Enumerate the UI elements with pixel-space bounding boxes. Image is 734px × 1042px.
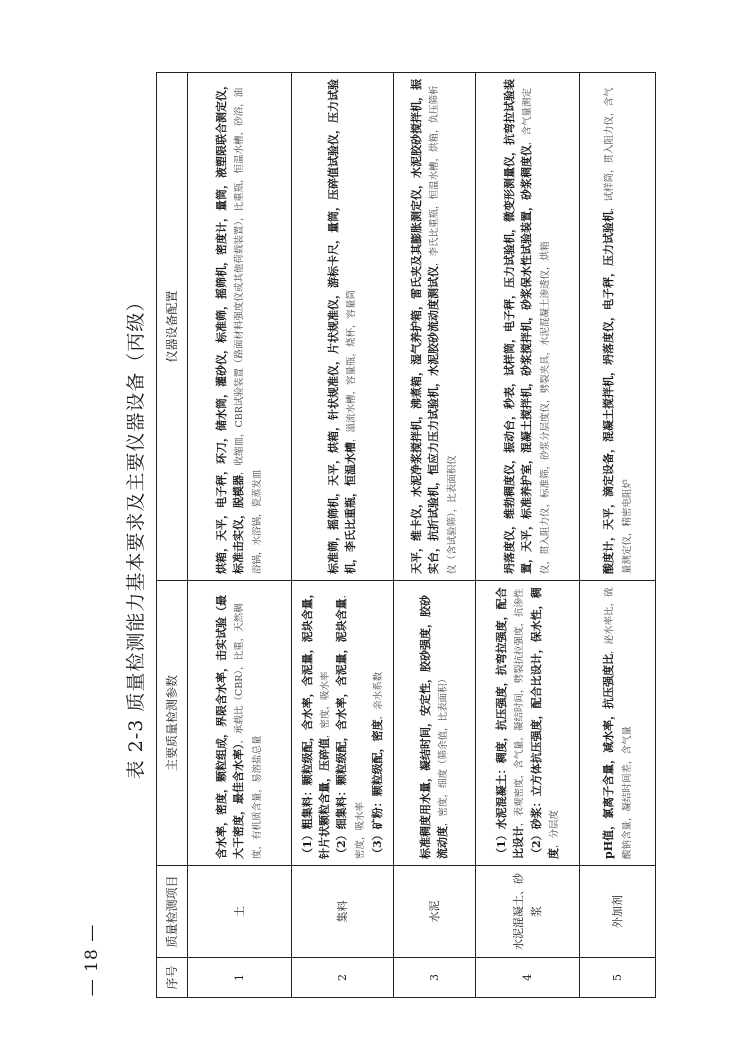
equipment-list <box>476 73 580 581</box>
requirements-table <box>156 72 656 998</box>
rotated-table-block <box>112 73 652 998</box>
bold-text: 酸度计，天平，滴定设备，混凝土搅拌机，坍落度仪，电子秤，压力试验机 <box>601 211 615 574</box>
header-equipment: 仪器设备配置 <box>157 73 188 581</box>
bold-text: 坍落度仪，维勃稠度仪，振动台，秒表，试样筒，电子秤，压力试验机，微变形测量仪，抗弯拉试验装置，天平，标准养护室，混凝土搅拌机，砂浆搅拌机，砂浆保水性试验装置，砂浆稠度仪 <box>503 79 534 574</box>
bold-text: （1）水泥混凝土：稠度，抗压强度，抗弯拉强度，配合比设计 <box>494 587 525 859</box>
normal-text: ，密度，吸水率 <box>319 671 331 738</box>
bold-text: （2）砂浆：立方体抗压强度，配合比设计，保水性，稠度 <box>529 587 560 859</box>
normal-text: ，密度，吸水率 <box>337 588 367 859</box>
cell-paragraph <box>213 587 265 859</box>
cell-paragraph <box>299 587 334 859</box>
test-item: 外加剂 <box>580 866 656 958</box>
cell-paragraph <box>600 587 635 859</box>
normal-text: ，亲水系数 <box>372 671 384 720</box>
cell-paragraph <box>408 79 460 574</box>
cell-paragraph <box>528 587 563 859</box>
bold-text: （1）粗集料：颗粒级配，含水率，含泥量，泥块含量，针片状颗粒含量，压碎值 <box>300 587 331 859</box>
test-params <box>292 581 394 866</box>
header-row <box>157 73 188 998</box>
cell-paragraph <box>213 79 265 574</box>
cell-paragraph <box>369 587 387 859</box>
test-params <box>188 581 292 866</box>
normal-text: ，溢流水槽，容量瓶，烧杯，容量筒 <box>346 289 358 442</box>
test-item: 集料 <box>292 866 394 958</box>
test-item: 土 <box>188 866 292 958</box>
header-item: 质量检测项目 <box>157 866 188 958</box>
equipment-list <box>394 73 476 581</box>
bold-text: 天平，维卡仪，水泥净浆搅拌机，沸煮箱，湿气养护箱，雷氏夹及其膨胀测定仪，水泥胶砂搅拌机，振实台，抗折试验机，恒应力压力试验机，水泥胶砂流动度测试仪 <box>410 79 441 574</box>
row-number: 5 <box>580 958 656 998</box>
header-no: 序号 <box>157 958 188 998</box>
normal-text: ，李氏比重瓶，恒温水槽，烘箱，负压筛析仪（含试验筛），比表面积仪 <box>429 85 459 574</box>
test-params <box>394 581 476 866</box>
test-params <box>580 581 656 866</box>
row-number: 3 <box>394 958 476 998</box>
bold-text: 含水率，密度，颗粒组成，界限含水率，击实试验（最大干密度，最佳含水率） <box>215 595 246 859</box>
table-row <box>476 73 580 998</box>
normal-text: ，承载比（CBR），比重，天然稠度，有机质含量，易溶盐总量 <box>234 603 264 859</box>
table-body <box>188 73 656 998</box>
header-params: 主要质量检测参数 <box>157 581 188 866</box>
row-number: 2 <box>292 958 394 998</box>
normal-text: ，泌水率比，硫酸钠含量，凝结时间差，含气量 <box>603 587 633 859</box>
cell-paragraph <box>600 79 635 574</box>
test-params <box>476 581 580 866</box>
bold-text: 标准稠度用水量，凝结时间，安定性，胶砂强度，胶砂流动度 <box>419 595 450 859</box>
test-item: 水泥 <box>394 866 476 958</box>
row-number: 4 <box>476 958 580 998</box>
table-row <box>292 73 394 998</box>
bold-text: （3）矿粉：颗粒级配，密度 <box>370 719 384 859</box>
cell-paragraph <box>333 587 368 859</box>
bold-text: 烘箱，天平，电子秤，环刀，储水筒，灌砂仪，标准筛，摇筛机，密度计，量筒，液塑限联合测定仪，标准击实仪，脱模器 <box>215 79 246 574</box>
test-item: 水泥混凝土、砂浆 <box>476 866 580 958</box>
bold-text: 标准筛，摇筛机，天平，烘箱，针状规准仪，片状规准仪，游标卡尺，量筒，压碎值试验仪，压力试验机，李氏比重瓶，恒温水槽 <box>327 79 358 574</box>
bold-text: （2）细集料：颗粒级配，含水率，含泥量，泥块含量 <box>335 598 349 859</box>
equipment-list <box>292 73 394 581</box>
normal-text: ，含气量测定仪，贯入阻力仪，标准筛，砂浆分层度仪，劈裂夹具，水泥混凝土渗透仪，烘箱 <box>522 87 552 574</box>
table-row <box>188 73 292 998</box>
normal-text: ，密度，细度（筛余值，比表面积） <box>438 673 450 826</box>
normal-text: ，分层度 <box>548 809 560 848</box>
cell-paragraph <box>417 587 452 859</box>
table-row <box>394 73 476 998</box>
equipment-list <box>188 73 292 581</box>
bold-text: pH值，氯离子含量，减水率，抗压强度比 <box>601 653 615 859</box>
page-number: — 18 — <box>82 923 103 997</box>
normal-text: ，收缩皿，CBR试验装置（路面材料强度仪或其他荷载装置），比重瓶，恒温水槽，砂浴，油浴锅，水浴锅，瓷蒸发皿 <box>234 87 264 574</box>
cell-paragraph <box>493 587 528 859</box>
row-number: 1 <box>188 958 292 998</box>
table-row <box>580 73 656 998</box>
normal-text: ，表观密度，含气量，凝结时间，劈裂抗拉强度，抗渗性 <box>513 588 525 826</box>
cell-paragraph <box>325 79 360 574</box>
table-title: 表 2-3 质量检测能力基本要求及主要仪器设备（丙级） <box>124 291 147 780</box>
normal-text: ，试样筒，贯入阻力仪，含气量测定仪，精密电阻炉 <box>603 87 633 574</box>
equipment-list <box>580 73 656 581</box>
cell-paragraph <box>501 79 553 574</box>
